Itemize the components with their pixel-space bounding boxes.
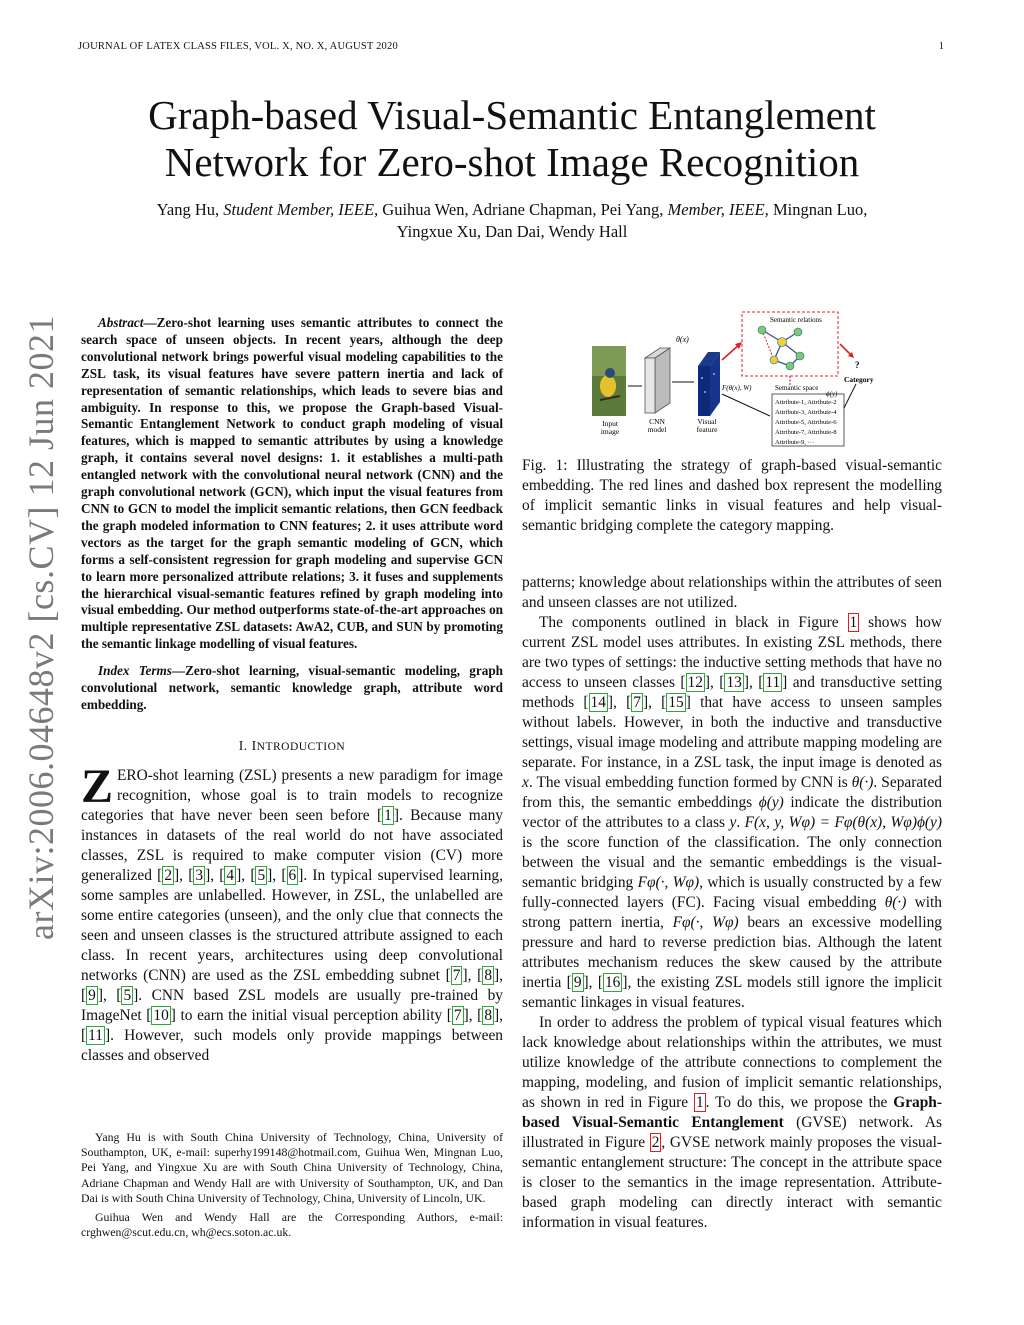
body-text: . To do this, we propose the [705,1094,894,1111]
figure-1-diagram [590,308,890,448]
citation-link[interactable]: 7 [453,1006,462,1024]
citation-link[interactable]: 14 [590,694,606,711]
footnotes [81,1130,503,1240]
abstract-text: —Zero-shot learning uses semantic attributes to connect the search space of unseen objects. In recent years, although the deep convolutional network brings powerful visual modeling capabilities to the ZSL task, its visual features have severe pattern inertia and lack of representation of semantic relationships, which leads to severe bias and ambiguity. In response to this, we propose the Graph-based Visual-Semantic Entanglement Network to conduct graph modeling of visual features, which is mapped to semantic attributes by using a knowledge graph, it contains several novel designs: 1. it establishes a multi-path entangled network with the convolutional neural network (CNN) and the graph convolutional network (GCN), which input the visual features from CNN to GCN to model the implicit semantic relations, then GCN feedback the graph modeled information to CNN features; 2. it uses attribute word vectors as the target for the graph semantic modeling of GCN, which forms a self-consistent regression for graph modeling and supervise GCN to learn more personalized attribute relations; 3. it fuses and supplements the hierarchical visual-semantic features refined by graph modeling into visual embedding. Our method outperforms state-of-the-art approaches on multiple representative ZSL datasets: AwA2, CUB, and SUN by promoting the semantic linkage modelling of visual features. [81,315,503,652]
citation-link[interactable]: 11 [765,674,781,691]
citation-link[interactable]: 8 [484,966,493,984]
attribute-row: Attribute-9, ··· [775,439,815,446]
math-symbol: Fφ(·, Wφ) [637,874,700,891]
drop-cap: Z [81,759,114,813]
paragraph-components: The components outlined in black in Figure 1 shows how current ZSL model uses attributes. In existing ZSL methods, there are two types of settings: the inductive setting methods that have no access to unseen classes [ 12 ], [ 13 ], [ 11 ] and transductive setting methods [ 14 ], [ 7 ], [ 15 ] that have access to unseen samples without labels. However, in both the inductive and transductive settings, visual image modeling and attribute mapping modeling are separate. For instance, in a ZSL task, the input image is denoted as x. The visual embedding function formed by CNN is θ(·). Separated from this, the semantic embeddings ϕ(y) indicate the distribution vector of the attributes to a class y. F(x, y, Wφ) = Fφ(θ(x), Wφ)ϕ(y) is the score function of the classification. The only connection between the visual and the semantic embeddings is the visual-semantic bridging Fφ(·, Wφ), which is usually constructed by a few fully-connected layers (FC). Facing visual embedding θ(·) with strong pattern inertia, Fφ(·, Wφ) bears an excessive modelling pressure and hard to reverse prediction bias. Although the latent attributes mechanism reduces the skew caused by the attribute inertia [ 9 ], [ 16 ], the existing ZSL models still ignore the implicit semantic linkages in visual features. [522,614,943,1011]
arrow-feature-to-semantic [722,394,770,416]
figure-link[interactable]: 1 [849,614,858,631]
visual-label-1: Visual [697,417,717,426]
attribute-row: Attribute-3, Attribute-4 [775,409,837,416]
math-symbol: ϕ(y) [758,794,784,811]
intro-text: ERO-shot learning (ZSL) presents a new paradigm for image recognition, whose goal is to train models to recognize categories that have never been seen before [81,766,503,824]
citation-link[interactable]: 3 [195,866,204,884]
knowledge-graph-icon [758,326,804,370]
category-question-mark: ? [855,360,860,370]
math-symbol: Fφ(·, Wφ) [672,914,739,931]
title-line-1: Graph-based Visual-Semantic Entanglement [148,92,876,138]
body-text: . Separated from this, the semantic embeddings [522,774,942,811]
citation-link[interactable]: 12 [687,674,703,691]
semantic-relations-label: Semantic relations [770,316,822,324]
body-text: , the existing ZSL models still ignore the implicit semantic linkages in visual features. [522,974,942,1011]
cnn-label-2: model [647,425,667,434]
cnn-block-icon [645,348,670,413]
paper-title [80,92,944,186]
figure-1-caption: Fig. 1: Illustrating the strategy of graph-based visual-semantic embedding. The red lines and dashed box represent the modelling of implicit semantic links in visual features and help visual-semantic bridging complete the category mapping. [522,457,942,534]
introduction-body: ZERO-shot learning (ZSL) presents a new paradigm for image recognition, whose goal is to train models to recognize categories that have never been seen before [ 1 ]. Because many instances in datasets of the real world do not have associated classes, ZSL is required to make computer vision (CV) more generalized [ 2 ], [ 3 ], [ 4 ], [ 5 ], [ 6 ]. In typical supervised learning, some samples are unlabelled. However, in ZSL, the unlabelled are some entire categories (unseen), and the only clue that connects the seen and unseen classes is the structured attribute assigned to each class. In recent years, architectures using deep convolutional networks (CNN) are used as the ZSL embedding subnet [ 7 ], [ 8 ], [ 9 ], [ 5 ]. CNN based ZSL models are usually pre-trained by ImageNet [ 10 ] to earn the initial visual perception ability [ 7 ], [ 8 ], [ 11 ]. However, such models only provide mappings between classes and observed [81,759,504,1064]
body-text: indicate the distribution vector of the attributes to a class [522,794,942,831]
author-role: Member, IEEE, [667,200,769,219]
citation-link[interactable]: 7 [633,694,641,711]
paragraph-continuation: patterns; knowledge about relationships within the attributes of seen and unseen classes are not utilized. [522,574,942,611]
section-title-rest: NTRODUCTION [256,740,346,753]
intro-text: . In typical supervised learning, some samples are unlabelled. However, in ZSL, the unlabelled are some entire categories (unseen), and the only clue that connects the seen and unseen classes is the structured attribute assigned to each class. In recent years, architectures using deep convolutional networks (CNN) are used as the ZSL embedding subnet [81,866,503,984]
section-numeral: I. [238,737,252,753]
body-text: and transductive setting methods [522,674,943,711]
body-text: . [736,814,745,831]
author-text: Mingnan Luo, [768,200,868,219]
author-line-2: Yingxue Xu, Dan Dai, Wendy Hall [396,222,628,241]
method-name: Graph-based Visual-Semantic Entanglement [522,1094,942,1131]
input-image-thumbnail [592,346,626,416]
body-text: bears an excessive modelling pressure and hard to reverse prediction bias. Although the latent attributes mechanism reduces the skew caused by the attribute inertia [522,914,942,991]
title-line-2: Network for Zero-shot Image Recognition [164,139,860,185]
citation-link[interactable]: 11 [88,1026,103,1044]
bridge-function-label: F(θ(x), W) [722,384,752,392]
citation-link[interactable]: 13 [726,674,742,691]
arrow-to-category [844,384,856,408]
citation-link[interactable]: 9 [573,974,582,991]
author-line-1 [90,199,934,221]
citation-link[interactable]: 2 [164,866,173,884]
left-column [81,315,503,1066]
body-text: with strong pattern inertia, [522,894,942,931]
input-image-label-2: image [600,427,620,436]
citation-link[interactable]: 16 [604,974,621,991]
intro-text: . Because many instances in datasets of the real world do not have associated classes, ZSL is required to make computer vision (CV) more generalized [81,806,504,884]
author-text: Yang Hu, [156,200,224,219]
body-text: , GVSE network mainly proposes the visual-semantic entanglement structure: The concept in the attribute space is closer to the semantics in the image representation. Attribute-based graph modeling can directly interact with semantic information in visual features. [522,1134,942,1231]
arxiv-identifier: arXiv:2006.04648v2 [cs.CV] 12 Jun 2021 [21,315,61,940]
math-symbol: θ(·) [884,894,907,911]
author-list [90,199,934,243]
math-equation: F(x, y, Wφ) = Fφ(θ(x), Wφ)ϕ(y) [744,814,942,831]
section-heading-introduction [81,738,503,754]
body-text: shows how current ZSL model uses attributes. In existing ZSL methods, there are two types of settings: the inductive setting methods that have no access to unseen classes [522,614,942,691]
attribute-row: Attribute-5, Attribute-6 [775,419,837,426]
intro-text: . However, such models only provide mappings between classes and observed [81,1026,503,1064]
input-image-label-1: Input [602,419,618,428]
theta-label: θ(x) [676,335,689,344]
abstract-label: Abstract [98,315,144,330]
citation-link[interactable]: 5 [123,986,132,1004]
citation-link[interactable]: 9 [88,986,96,1004]
right-column [522,573,942,1233]
math-symbol: y [729,814,737,831]
body-text: , which is usually constructed by a few fully-connected layers (FC). Facing visual embedding [522,874,942,911]
body-text: is the score function of the classification. The only connection between the visual and the semantic embeddings is the visual-semantic bridging [522,834,942,891]
body-text: (GVSE) network. As illustrated in Figure [522,1114,942,1151]
abstract [81,315,503,714]
visual-label-2: feature [696,425,718,434]
intro-text: to earn the initial visual perception ability [175,1006,447,1024]
citation-link[interactable]: 6 [288,866,297,884]
citation-link[interactable]: 10 [153,1006,169,1024]
index-terms-label: Index Terms [98,663,172,679]
attribute-row: Attribute-7, Attribute-8 [775,429,837,436]
category-label: Category [844,375,874,384]
citation-link[interactable]: 7 [452,966,461,984]
body-text: The components outlined in black in Figure [539,614,848,631]
author-text: Guihua Wen, Adriane Chapman, Pei Yang, [378,200,668,219]
body-text: that have access to unseen samples without labels. However, in both the inductive and transductive settings, visual image modeling and attribute mapping modeling are separate. For instance, in a ZSL task, the input image is denoted as [522,694,942,771]
running-header: JOURNAL OF LATEX CLASS FILES, VOL. X, NO. X, AUGUST 2020 [78,41,398,52]
intro-text: . CNN based ZSL models are usually pre-trained by ImageNet [81,986,503,1024]
math-symbol: x [522,774,529,791]
footnote-affiliations: Yang Hu is with South China University of Technology, China, University of Southampton, UK, e-mail: superhy199148@hotmail.com, Guihua Wen, Mingnan Luo, Pei Yang, and Yingxue Xu are with South China University of Technology, China, Adriane Chapman and Wendy Hall are with University of Southampton, UK, and Dan Dai is with South China University of Technology, China, University of Lincoln, UK. [81,1130,503,1205]
body-text: . The visual embedding function formed by CNN is [528,774,852,791]
attribute-row: Attribute-1, Attribute-2 [775,399,837,406]
citation-link[interactable]: 15 [668,694,684,711]
index-terms-text: —Zero-shot learning, visual-semantic modeling, graph convolutional network, semantic knowledge graph, attribute word embedding. [81,663,503,712]
figure-link[interactable]: 1 [695,1094,704,1111]
citation-link[interactable]: 4 [226,866,235,884]
author-role: Student Member, IEEE, [223,200,379,219]
citation-link[interactable]: 8 [484,1006,493,1024]
cnn-label-1: CNN [649,417,665,426]
phi-label: ϕ(y) [826,390,838,398]
citation-link[interactable]: 1 [384,806,392,824]
page-number: 1 [938,41,944,52]
semantic-space-label: Semantic space [775,384,819,392]
figure-link[interactable]: 2 [651,1134,660,1151]
citation-link[interactable]: 5 [257,866,266,884]
visual-feature-map-icon [698,352,720,416]
section-title-initial: I [251,737,257,753]
body-text: In order to address the problem of typical visual features which lack knowledge about relationships within the attributes, we must utilize knowledge of the attribute connections to complement the mapping, modeling, and fusion of implicit semantic relationships, as shown in red in Figure [522,1014,942,1111]
footnote-corresponding: Guihua Wen and Wendy Hall are the Corresponding Authors, e-mail: crghwen@scut.edu.cn, wh@ecs.soton.ac.uk. [81,1210,503,1240]
paragraph-proposal [522,1013,942,1233]
math-symbol: θ(·) [851,774,874,791]
